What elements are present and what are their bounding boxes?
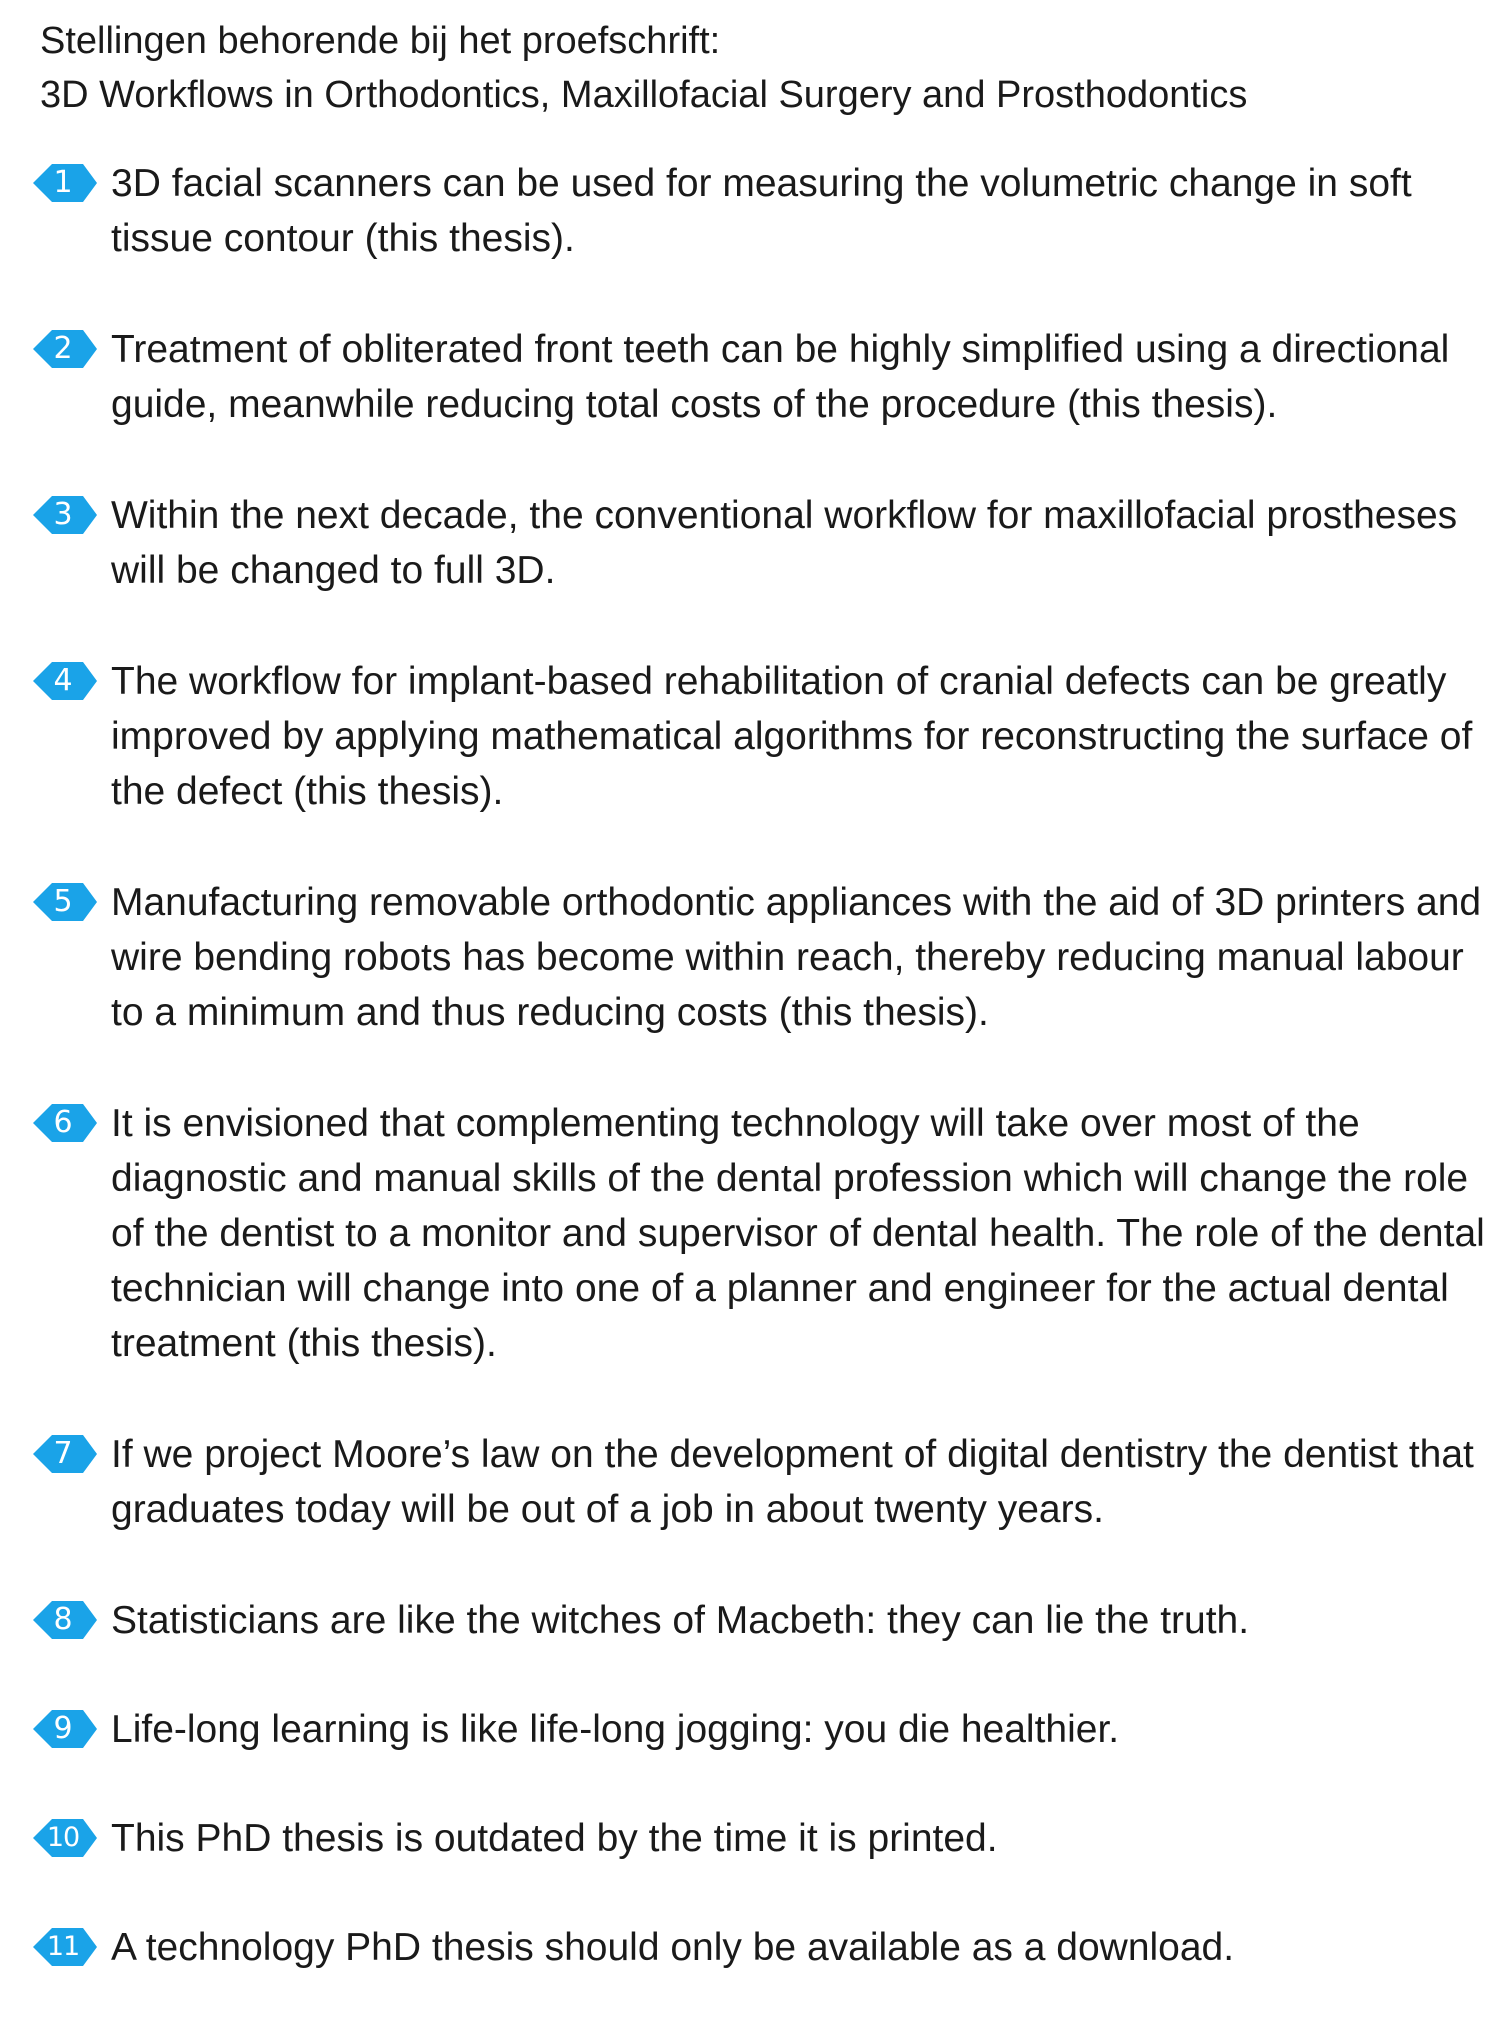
proposition-number: 6: [53, 1105, 73, 1140]
proposition-number: 3: [53, 497, 73, 532]
proposition-text: 3D facial scanners can be used for measuring the volumetric change in soft tissue contour (this thesis).: [111, 162, 1412, 260]
proposition-text: A technology PhD thesis should only be available as a download.: [111, 1926, 1235, 1969]
proposition-6: [0, 1096, 1510, 1371]
proposition-text: Manufacturing removable orthodontic appliances with the aid of 3D printers and wire bending robots has become within reach, thereby reducing manual labour to a minimum and thus reducing costs (this thesis).: [111, 881, 1482, 1034]
proposition-text: It is envisioned that complementing technology will take over most of the diagnostic and manual skills of the dental profession which will change the role of the dentist to a monitor and supervisor of dental health. The role of the dental technician will change into one of a planner and engineer for the actual dental treatment (this thesis).: [111, 1102, 1485, 1365]
proposition-marker: [31, 1817, 99, 1859]
proposition-text: Life-long learning is like life-long jogging: you die healthier.: [111, 1708, 1120, 1751]
proposition-10: [0, 1811, 1510, 1866]
proposition-3: [0, 488, 1510, 598]
proposition-11: [0, 1920, 1510, 1975]
proposition-4: [0, 654, 1510, 819]
proposition-number: 2: [53, 331, 73, 366]
proposition-marker: [31, 660, 99, 702]
proposition-number: 11: [46, 1931, 80, 1962]
propositions-list: [0, 156, 1510, 1975]
proposition-text: Within the next decade, the conventional workflow for maxillofacial prostheses will be changed to full 3D.: [111, 494, 1458, 592]
proposition-text: Statisticians are like the witches of Macbeth: they can lie the truth.: [111, 1599, 1250, 1642]
proposition-5: [0, 875, 1510, 1040]
proposition-marker: [31, 1708, 99, 1750]
proposition-number: 9: [53, 1711, 73, 1746]
proposition-text: This PhD thesis is outdated by the time it is printed.: [111, 1817, 998, 1860]
proposition-marker: [31, 1599, 99, 1641]
proposition-marker: [31, 1926, 99, 1968]
proposition-number: 4: [53, 663, 73, 698]
document-header: [40, 14, 1510, 122]
proposition-number: 1: [53, 165, 73, 200]
proposition-2: [0, 322, 1510, 432]
proposition-7: [0, 1427, 1510, 1537]
proposition-marker: [31, 162, 99, 204]
proposition-marker: [31, 881, 99, 923]
proposition-number: 5: [53, 884, 73, 919]
proposition-text: If we project Moore’s law on the development of digital dentistry the dentist that graduates today will be out of a job in about twenty years.: [111, 1433, 1474, 1531]
header-line-1: Stellingen behorende bij het proefschrift:: [40, 20, 721, 62]
proposition-9: [0, 1702, 1510, 1757]
proposition-marker: [31, 328, 99, 370]
proposition-1: [0, 156, 1510, 266]
proposition-number: 8: [53, 1602, 73, 1637]
proposition-number: 7: [53, 1436, 73, 1471]
proposition-marker: [31, 1433, 99, 1475]
proposition-text: The workflow for implant-based rehabilitation of cranial defects can be greatly improved by applying mathematical algorithms for reconstructing the surface of the defect (this thesis).: [111, 660, 1473, 813]
proposition-8: [0, 1593, 1510, 1648]
proposition-marker: [31, 494, 99, 536]
header-line-2: 3D Workflows in Orthodontics, Maxillofacial Surgery and Prosthodontics: [40, 74, 1248, 116]
proposition-marker: [31, 1102, 99, 1144]
proposition-number: 10: [46, 1822, 80, 1853]
proposition-text: Treatment of obliterated front teeth can be highly simplified using a directional guide, meanwhile reducing total costs of the procedure (this thesis).: [111, 328, 1450, 426]
